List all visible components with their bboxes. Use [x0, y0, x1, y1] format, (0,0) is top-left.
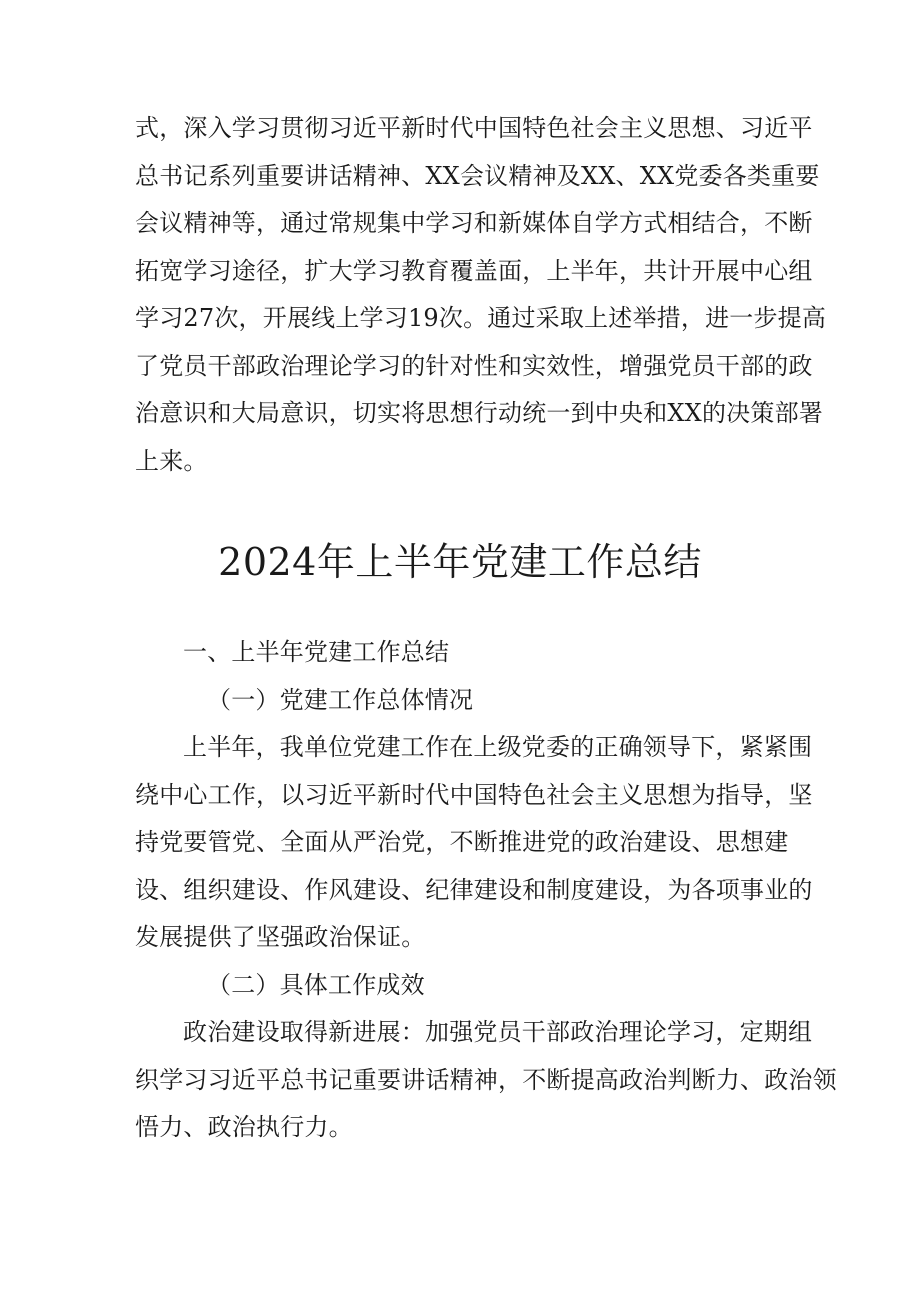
- section-heading: 一、上半年党建工作总结: [183, 638, 450, 666]
- document-title: 2024年上半年党建工作总结: [218, 540, 702, 584]
- paragraph-line: 学习27次，开展线上学习19次。通过采取上述举措，进一步提高: [135, 304, 827, 332]
- paragraph-line: 上来。: [135, 446, 208, 475]
- paragraph-line: 悟力、政治执行力。: [135, 1113, 353, 1141]
- paragraph-line: 会议精神等，通过常规集中学习和新媒体自学方式相结合，不断: [135, 209, 813, 237]
- paragraph-line: 发展提供了坚强政治保证。: [135, 923, 426, 951]
- paragraph-line: 治意识和大局意识，切实将思想行动统一到中央和XX的决策部署: [135, 399, 823, 427]
- subsection-heading: （一）党建工作总体情况: [207, 685, 474, 714]
- top-paragraph: [135, 105, 827, 485]
- paragraph-line: 式，深入学习贯彻习近平新时代中国特色社会主义思想、习近平: [135, 114, 813, 142]
- paragraph-line: 拓宽学习途径，扩大学习教育覆盖面，上半年，共计开展中心组: [135, 256, 813, 285]
- paragraph-line: 了党员干部政治理论学习的针对性和实效性，增强党员干部的政: [135, 351, 813, 380]
- paragraph-line: 政治建设取得新进展：加强党员干部政治理论学习，定期组: [183, 1018, 813, 1046]
- subsection-heading: （二）具体工作成效: [207, 970, 425, 999]
- paragraph-line: 总书记系列重要讲话精神、XX会议精神及XX、XX党委各类重要: [135, 161, 820, 190]
- paragraph-line: 绕中心工作，以习近平新时代中国特色社会主义思想为指导，坚: [135, 780, 813, 809]
- paragraph-line: 上半年，我单位党建工作在上级党委的正确领导下，紧紧围: [183, 733, 813, 761]
- paragraph-line: 织学习习近平总书记重要讲话精神，不断提高政治判断力、政治领: [135, 1065, 837, 1094]
- paragraph-line: 持党要管党、全面从严治党，不断推进党的政治建设、思想建: [135, 828, 789, 856]
- paragraph-line: 设、组织建设、作风建设、纪律建设和制度建设，为各项事业的: [135, 875, 813, 904]
- body-section: [135, 629, 837, 1152]
